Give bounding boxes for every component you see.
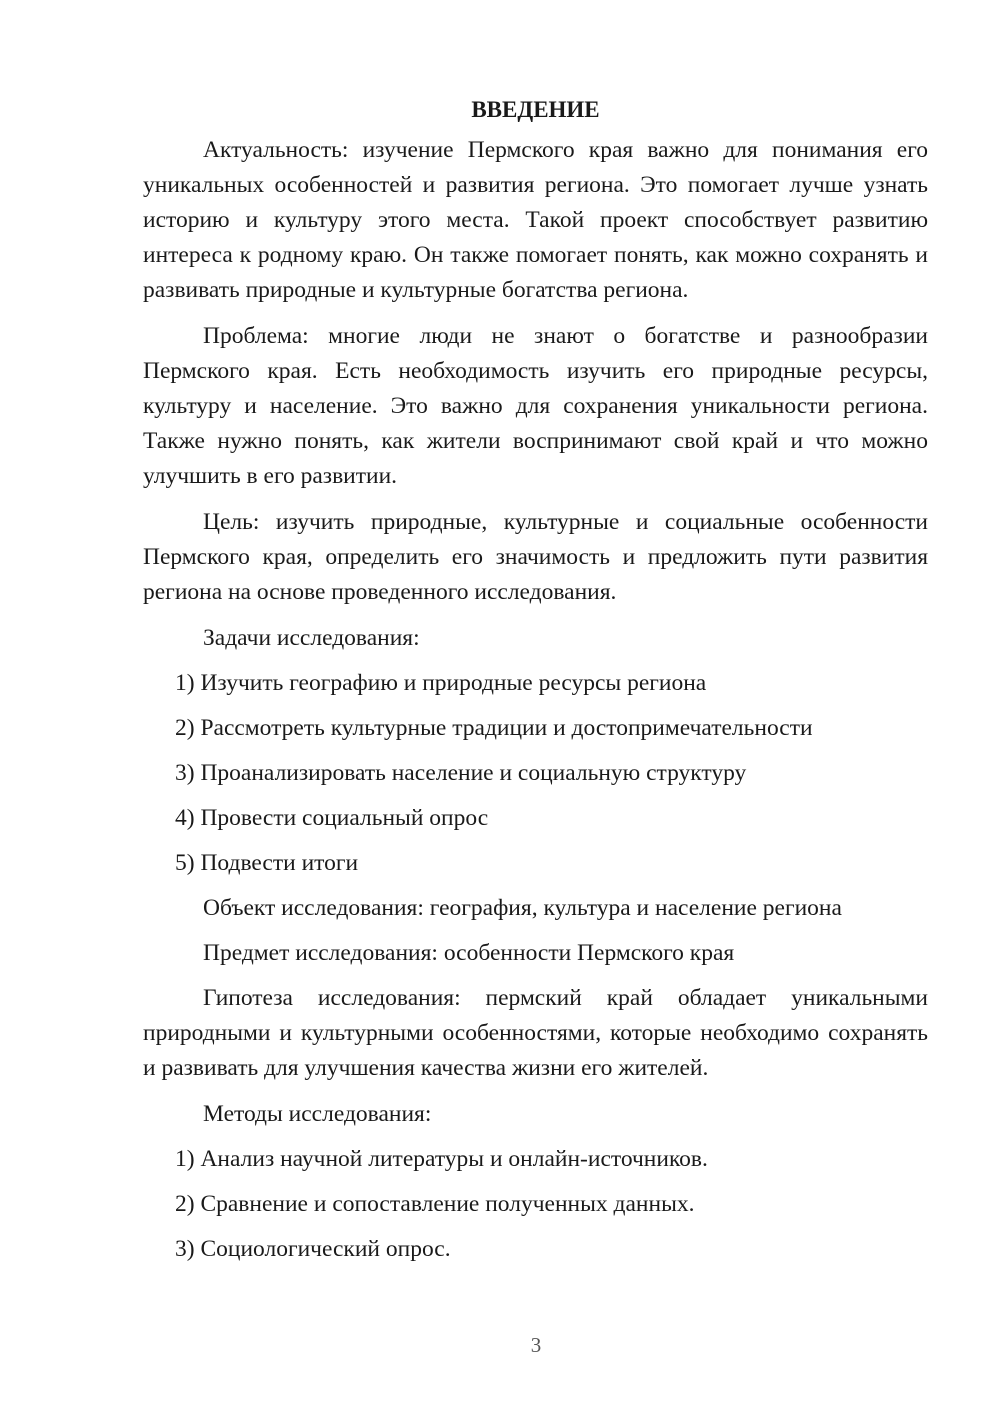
task-item: 1) Изучить географию и природные ресурсы региона <box>175 670 707 696</box>
goal-paragraph: Цель: изучить природные, культурные и социальные особенности Пермского края, определить его значимость и предложить пути развития региона на основе проведенного исследования. <box>143 509 928 605</box>
page-title: ВВЕДЕНИЕ <box>471 97 600 122</box>
page-content <box>143 92 928 1277</box>
tasks-list <box>143 666 928 881</box>
relevance-paragraph: Актуальность: изучение Пермского края важно для понимания его уникальных особенностей и развития региона. Это помогает лучше узнать историю и культуру этого места. Такой проект способствует развитию интереса к родному краю. Он также помогает понять, как можно сохранять и развивать природные и культурные богатства региона. <box>143 137 928 303</box>
task-item: 2) Рассмотреть культурные традиции и достопримечательности <box>175 715 813 741</box>
methods-list <box>143 1142 928 1267</box>
tasks-heading: Задачи исследования: <box>203 625 420 651</box>
problem-paragraph: Проблема: многие люди не знают о богатстве и разнообразии Пермского края. Есть необходимость изучить его природные ресурсы, культуру и население. Это важно для сохранения уникальности региона. Также нужно понять, как жители воспринимают свой край и что можно улучшить в его развитии. <box>143 323 928 489</box>
task-item: 5) Подвести итоги <box>175 850 359 876</box>
research-object: Объект исследования: география, культура и население региона <box>203 895 842 921</box>
research-subject: Предмет исследования: особенности Пермского края <box>203 940 735 966</box>
method-item: 3) Социологический опрос. <box>175 1236 451 1262</box>
method-item: 2) Сравнение и сопоставление полученных данных. <box>175 1191 695 1217</box>
hypothesis-paragraph: Гипотеза исследования: пермский край обладает уникальными природными и культурными особенностями, которые необходимо сохранять и развивать для улучшения качества жизни его жителей. <box>143 985 928 1081</box>
task-item: 3) Проанализировать население и социальную структуру <box>175 760 747 786</box>
methods-heading: Методы исследования: <box>203 1101 432 1127</box>
page-number: 3 <box>530 1333 542 1357</box>
task-item: 4) Провести социальный опрос <box>175 805 489 831</box>
method-item: 1) Анализ научной литературы и онлайн-источников. <box>175 1146 708 1172</box>
